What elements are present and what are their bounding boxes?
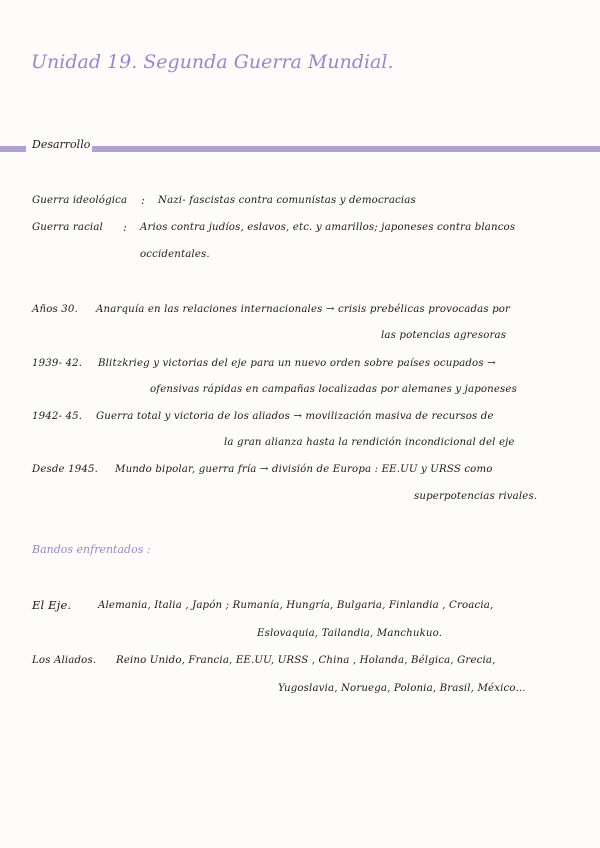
- period-date: Desde 1945.: [32, 464, 99, 475]
- period-text: Guerra total y victoria de los aliados → movilización masiva de recursos de: [96, 411, 494, 422]
- period-text: Mundo bipolar, guerra fría → división de Europa : EE.UU y URSS como: [115, 464, 493, 475]
- period-date: 1942- 45.: [32, 411, 83, 422]
- guerra-separator: :: [123, 220, 128, 234]
- guerra-term: Guerra ideológica: [32, 195, 128, 206]
- period-text-continued: superpotencias rivales.: [414, 491, 538, 502]
- bando-countries: Alemania, Italia , Japón ; Rumanía, Hungría, Bulgaria, Finlandia , Croacia,: [98, 600, 494, 611]
- bando-side: El Eje.: [32, 598, 72, 612]
- guerra-term: Guerra racial: [32, 222, 103, 233]
- period-date: Años 30.: [32, 304, 78, 315]
- page-title: Unidad 19. Segunda Guerra Mundial.: [31, 51, 394, 73]
- bando-countries-continued: Eslovaquia, Tailandia, Manchukuo.: [257, 628, 443, 639]
- guerra-text-continued: occidentales.: [140, 249, 210, 260]
- section-rule-right: [92, 146, 600, 152]
- period-text-continued: ofensivas rápidas en campañas localizadas por alemanes y japoneses: [150, 384, 517, 395]
- period-text-continued: la gran alianza hasta la rendición incondicional del eje: [224, 437, 515, 448]
- period-text: Blitzkrieg y victorias del eje para un nuevo orden sobre países ocupados →: [98, 358, 496, 369]
- section-rule-left: [0, 146, 26, 152]
- period-text-continued: las potencias agresoras: [381, 330, 507, 341]
- bando-side: Los Aliados.: [32, 655, 97, 666]
- period-date: 1939- 42.: [32, 358, 83, 369]
- section-heading: Desarrollo: [32, 138, 91, 151]
- guerra-text: Arios contra judíos, eslavos, etc. y amarillos; japoneses contra blancos: [140, 222, 516, 233]
- guerra-text: Nazi- fascistas contra comunistas y democracias: [158, 195, 416, 206]
- bando-countries-continued: Yugoslavia, Noruega, Polonia, Brasil, México...: [278, 683, 526, 694]
- period-text: Anarquía en las relaciones internacionales → crisis prebélicas provocadas por: [96, 304, 511, 315]
- bandos-heading: Bandos enfrentados :: [32, 543, 151, 556]
- bando-countries: Reino Unido, Francia, EE.UU, URSS , China , Holanda, Bélgica, Grecia,: [116, 655, 496, 666]
- guerra-separator: :: [141, 193, 146, 207]
